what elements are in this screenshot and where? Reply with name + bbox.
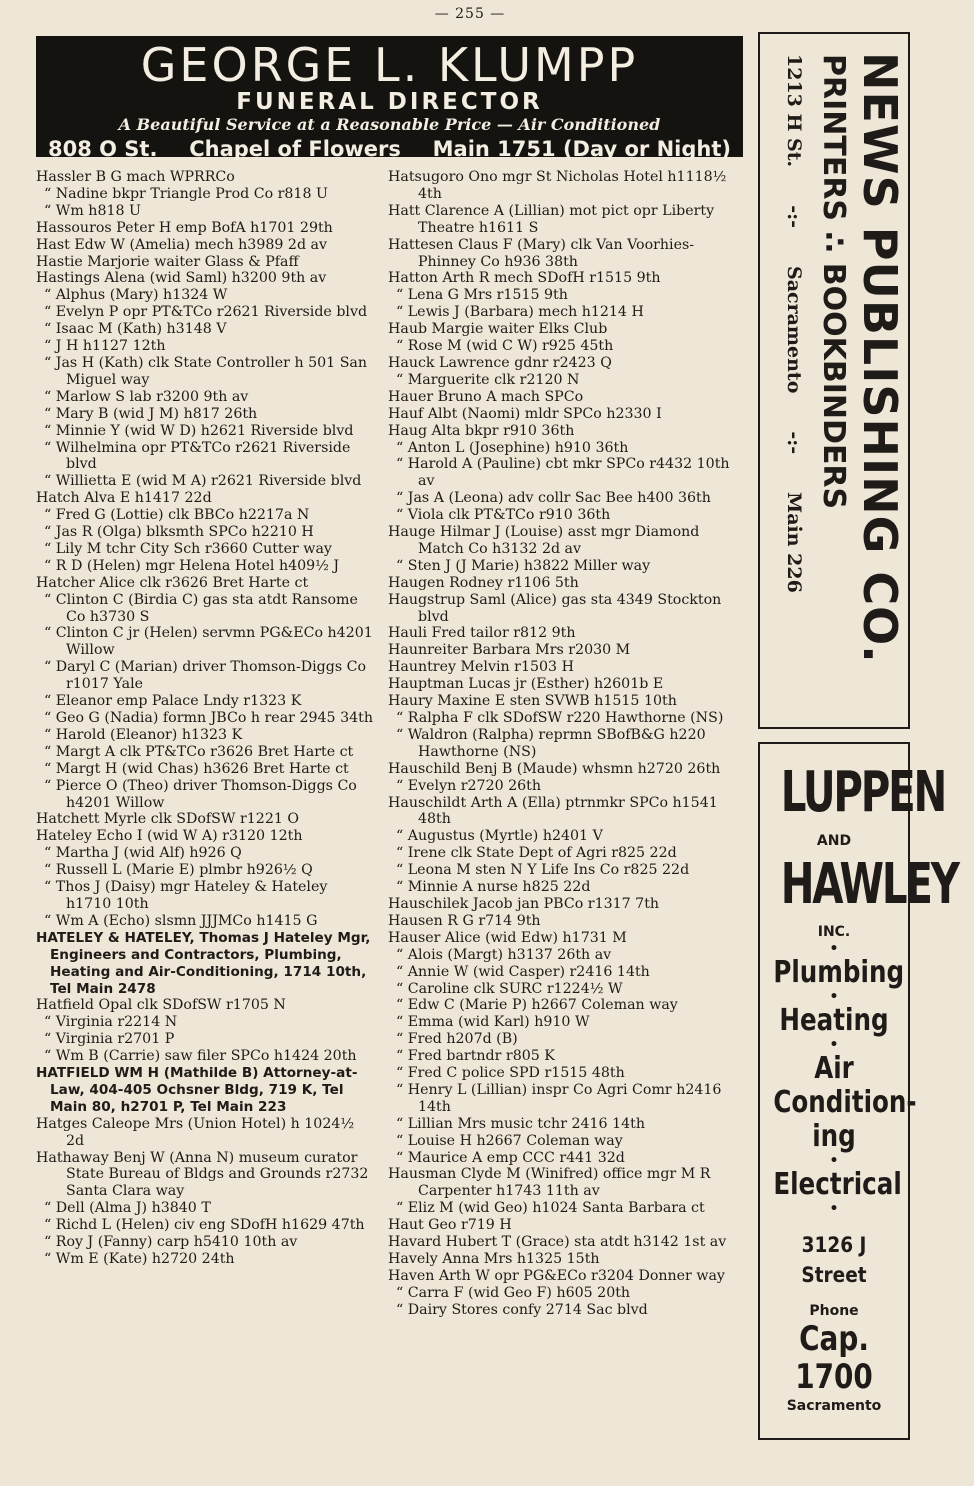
luppen-and: AND <box>816 833 852 849</box>
ad-address: 808 O St. <box>48 137 158 161</box>
directory-entry: “ Lily M tchr City Sch r3660 Cutter way <box>44 540 332 557</box>
directory-entry: Hauli Fred tailor r812 9th <box>388 625 576 642</box>
directory-entry: Hatges Caleope Mrs (Union Hotel) h 1024½ 2d <box>36 1115 355 1149</box>
directory-entry: “ Annie W (wid Casper) r2416 14th <box>396 963 650 980</box>
luppen-name-1: LUPPEN <box>780 760 946 825</box>
news-ad-separator: -:- <box>783 205 805 228</box>
luppen-service-electrical: Electrical <box>773 1167 902 1202</box>
directory-entry: “ Eliz M (wid Geo) h1024 Santa Barbara ct <box>396 1200 705 1217</box>
directory-entry: “ Dell (Alma J) h3840 T <box>44 1200 211 1217</box>
directory-entry: Hatcher Alice clk r3626 Bret Harte ct <box>36 574 309 591</box>
directory-entry: Hastings Alena (wid Saml) h3200 9th av <box>36 270 327 287</box>
directory-entry: “ Alois (Margt) h3137 26th av <box>396 946 612 963</box>
directory-entry: “ Alphus (Mary) h1324 W <box>44 287 228 304</box>
directory-entry: Haug Alta bkpr r910 36th <box>388 422 575 439</box>
directory-entry: “ Virginia r2701 P <box>44 1031 175 1048</box>
directory-entry: HATELEY & HATELEY, Thomas J Hateley Mgr, Engineers and Contractors, Plumbing, Heating and Air-Conditioning, 1714 10th, Tel Main 2478 <box>36 929 371 997</box>
directory-entry: “ Margt A clk PT&TCo r3626 Bret Harte ct <box>44 743 354 760</box>
directory-entry: “ Dairy Stores confy 2714 Sac blvd <box>396 1301 648 1318</box>
directory-entry: “ Carra F (wid Geo F) h605 20th <box>396 1284 631 1301</box>
directory-entry: “ Wm h818 U <box>44 202 141 219</box>
ad-business-name: GEORGE L. KLUMPP <box>140 38 639 92</box>
directory-entry: Hassouros Peter H emp BofA h1701 29th <box>36 219 333 236</box>
directory-entry: “ Thos J (Daisy) mgr Hateley & Hateley h1710 10th <box>44 879 328 912</box>
directory-entry: Haven Arth W opr PG&ECo r3204 Donner way <box>388 1267 725 1284</box>
luppen-phone-label: Phone <box>809 1303 859 1319</box>
directory-entry: “ Richd L (Helen) civ eng SDofH h1629 47th <box>44 1217 365 1234</box>
directory-entry: “ Jas H (Kath) clk State Controller h 501 San Miguel way <box>44 354 368 388</box>
directory-entry: “ Russell L (Marie E) plmbr h926½ Q <box>44 862 313 879</box>
directory-entry: “ Leona M sten N Y Life Ins Co r825 22d <box>396 862 690 879</box>
luppen-service-ing: ing <box>812 1119 856 1154</box>
ad-chapel: Chapel of Flowers <box>189 137 401 161</box>
directory-entry: Hatt Clarence A (Lillian) mot pict opr Liberty Theatre h1611 S <box>388 202 715 236</box>
bullet-dot-icon: • <box>829 1153 839 1169</box>
directory-entry: “ Geo G (Nadia) formn JBCo h rear 2945 34th <box>44 710 373 726</box>
directory-entry: “ Martha J (wid Alf) h926 Q <box>44 845 242 862</box>
news-publishing-ad <box>758 32 910 729</box>
directory-entry: “ Evelyn P opr PT&TCo r2621 Riverside blvd <box>44 304 368 321</box>
directory-entry: HATFIELD WM H (Mathilde B) Attorney-at-Law, 404-405 Ochsner Bldg, 719 K, Tel Main 80, h2701 P, Tel Main 223 <box>36 1065 358 1115</box>
directory-entry: Hatch Alva E h1417 22d <box>36 490 212 507</box>
directory-column-left <box>36 169 376 1268</box>
directory-entry: Hast Edw W (Amelia) mech h3989 2d av <box>36 236 328 253</box>
directory-entry: Havard Hubert T (Grace) sta atdt h3142 1st av <box>388 1234 727 1251</box>
news-ad-services: PRINTERS ∴ BOOKBINDERS <box>816 54 851 510</box>
directory-entry: Hauck Lawrence gdnr r2423 Q <box>388 354 612 371</box>
directory-entry: “ Sten J (J Marie) h3822 Miller way <box>396 557 651 574</box>
directory-entry: “ Jas R (Olga) blksmth SPCo h2210 H <box>44 524 314 541</box>
luppen-service-heating: Heating <box>779 1003 889 1038</box>
directory-entry: “ Wilhelmina opr PT&TCo r2621 Riverside blvd <box>44 439 351 473</box>
directory-entry: Hauser Alice (wid Edw) h1731 M <box>388 929 627 946</box>
luppen-name-2: HAWLEY <box>780 852 958 917</box>
directory-entry: “ Viola clk PT&TCo r910 36th <box>396 507 611 524</box>
directory-entry: “ J H h1127 12th <box>44 338 166 355</box>
directory-entry: “ Ralpha F clk SDofSW r220 Hawthorne (NS) <box>396 710 724 726</box>
directory-entry: Hatchett Myrle clk SDofSW r1221 O <box>36 811 300 828</box>
directory-entry: “ Minnie Y (wid W D) h2621 Riverside blvd <box>44 422 354 439</box>
ad-contact-line <box>36 136 743 162</box>
directory-entry: “ Clinton C (Birdia C) gas sta atdt Ransome Co h3730 S <box>44 591 358 625</box>
directory-entry: “ Maurice A emp CCC r441 32d <box>396 1149 625 1166</box>
directory-entry: “ Minnie A nurse h825 22d <box>396 879 591 896</box>
directory-entry: “ Harold A (Pauline) cbt mkr SPCo r4432 10th av <box>396 456 730 490</box>
directory-entry: “ Eleanor emp Palace Lndy r1323 K <box>44 693 302 710</box>
directory-entry: “ Marlow S lab r3200 9th av <box>44 388 249 405</box>
directory-entry: “ Augustus (Myrtle) h2401 V <box>396 828 603 845</box>
directory-entry: “ Edw C (Marie P) h2667 Coleman way <box>396 997 678 1014</box>
news-ad-rotated-content <box>760 34 908 724</box>
directory-entry: Haugstrup Saml (Alice) gas sta 4349 Stockton blvd <box>388 591 722 625</box>
directory-entry: “ Virginia r2214 N <box>44 1014 178 1031</box>
directory-entry: “ Pierce O (Theo) driver Thomson-Diggs Co h4201 Willow <box>44 777 357 811</box>
directory-entry: Hauptman Lucas jr (Esther) h2601b E <box>388 676 664 693</box>
directory-entry: Hassler B G mach WPRRCo <box>36 169 235 185</box>
directory-entry: “ Fred bartndr r805 K <box>396 1048 555 1065</box>
directory-entry: Havely Anna Mrs h1325 15th <box>388 1251 600 1267</box>
bullet-dot-icon: • <box>829 989 839 1005</box>
directory-entry: Hausen R G r714 9th <box>388 912 541 929</box>
bullet-dot-icon: • <box>829 941 839 957</box>
directory-entry: Hatsugoro Ono mgr St Nicholas Hotel h1118½ 4th <box>388 169 727 202</box>
directory-entry: Hauf Albt (Naomi) mldr SPCo h2330 I <box>388 405 662 422</box>
directory-entry: Hatton Arth R mech SDofH r1515 9th <box>388 270 661 287</box>
directory-entry: “ Nadine bkpr Triangle Prod Co r818 U <box>44 185 328 202</box>
directory-entry: “ Jas A (Leona) adv collr Sac Bee h400 36th <box>396 490 711 507</box>
directory-entry: Hausman Clyde M (Winifred) office mgr M R Carpenter h1743 11th av <box>388 1166 711 1200</box>
directory-entry: Haury Maxine E sten SVWB h1515 10th <box>388 693 677 710</box>
directory-entry: “ Willietta E (wid M A) r2621 Riverside blvd <box>44 473 362 490</box>
directory-entry: “ Wm A (Echo) slsmn JJJMCo h1415 G <box>44 912 318 929</box>
news-ad-address: 1213 H St. <box>783 54 805 168</box>
directory-entry: Hatfield Opal clk SDofSW r1705 N <box>36 997 286 1014</box>
directory-entry: “ Rose M (wid C W) r925 45th <box>396 338 614 355</box>
news-ad-details <box>774 34 814 724</box>
ad-slogan: A Beautiful Service at a Reasonable Price — Air Conditioned <box>118 115 661 134</box>
directory-entry: “ Henry L (Lillian) inspr Co Agri Comr h2416 14th <box>396 1081 722 1115</box>
directory-entry: Hauschilek Jacob jan PBCo r1317 7th <box>388 895 660 912</box>
directory-entry: Haunreiter Barbara Mrs r2030 M <box>388 642 631 659</box>
directory-entry: Haugen Rodney r1106 5th <box>388 574 579 591</box>
luppen-service-air: Air <box>814 1051 854 1086</box>
directory-entry: “ Mary B (wid J M) h817 26th <box>44 405 258 422</box>
directory-entry: “ Daryl C (Marian) driver Thomson-Diggs Co r1017 Yale <box>44 659 367 693</box>
luppen-address: 3126 J Street <box>801 1233 867 1287</box>
directory-entry: “ Lewis J (Barbara) mech h1214 H <box>396 304 644 321</box>
directory-column-middle <box>388 169 746 1319</box>
luppen-hawley-ad <box>758 742 958 1440</box>
directory-entry: Hauschildt Arth A (Ella) ptrnmkr SPCo h1541 48th <box>388 794 718 828</box>
page-number: — 255 — <box>434 6 506 22</box>
directory-entry: “ Roy J (Fanny) carp h5410 10th av <box>44 1234 298 1251</box>
luppen-city: Sacramento <box>786 1398 882 1414</box>
directory-entry: Hathaway Benj W (Anna N) museum curator State Bureau of Bldgs and Grounds r2732 Santa Clara way <box>36 1149 369 1200</box>
luppen-inc: INC. <box>817 924 851 940</box>
directory-entry: “ Emma (wid Karl) h910 W <box>396 1014 590 1031</box>
luppen-phone: Cap. 1700 <box>795 1319 873 1397</box>
directory-entry: Hauge Hilmar J (Louise) asst mgr Diamond Match Co h3132 2d av <box>388 524 700 557</box>
directory-entry: Hauschild Benj B (Maude) whsmn h2720 26th <box>388 760 721 777</box>
directory-entry: “ Fred G (Lottie) clk BBCo h2217a N <box>44 507 310 524</box>
directory-entry: “ Waldron (Ralpha) reprmn SBofB&G h220 Hawthorne (NS) <box>396 726 706 760</box>
directory-entry: “ Wm B (Carrie) saw filer SPCo h1424 20th <box>44 1048 357 1065</box>
directory-entry: “ Irene clk State Dept of Agri r825 22d <box>396 845 677 862</box>
directory-entry: “ Lena G Mrs r1515 9th <box>396 287 568 304</box>
directory-entry: “ Evelyn r2720 26th <box>396 777 542 794</box>
directory-entry: “ Margt H (wid Chas) h3626 Bret Harte ct <box>44 760 349 777</box>
directory-entry: “ Isaac M (Kath) h3148 V <box>44 321 227 338</box>
directory-entry: “ Fred h207d (B) <box>396 1031 518 1048</box>
directory-entry: Hauntrey Melvin r1503 H <box>388 659 574 676</box>
bullet-dot-icon: • <box>829 1201 839 1217</box>
luppen-service-plumbing: Plumbing <box>773 955 905 990</box>
luppen-service-condition: Condition- <box>773 1085 917 1120</box>
news-ad-separator-2: -:- <box>783 431 805 455</box>
directory-entry: Hateley Echo I (wid W A) r3120 12th <box>36 828 303 845</box>
directory-entry: “ Wm E (Kate) h2720 24th <box>44 1251 235 1267</box>
directory-entry: “ Harold (Eleanor) h1323 K <box>44 726 243 743</box>
directory-entry: Hastie Marjorie waiter Glass & Pfaff <box>36 253 299 270</box>
bullet-dot-icon: • <box>829 1037 839 1053</box>
directory-entry: “ Marguerite clk r2120 N <box>396 371 580 388</box>
directory-entry: “ Anton L (Josephine) h910 36th <box>396 439 629 456</box>
directory-entry: Hauer Bruno A mach SPCo <box>388 388 584 405</box>
directory-entry: “ Caroline clk SURC r1224½ W <box>396 980 623 997</box>
directory-entry: “ Clinton C jr (Helen) servmn PG&ECo h4201 Willow <box>44 625 373 659</box>
news-ad-city: Sacramento <box>783 265 805 394</box>
directory-entry: Haub Margie waiter Elks Club <box>388 321 608 338</box>
directory-entry: “ Fred C police SPD r1515 48th <box>396 1065 625 1082</box>
funeral-director-ad <box>36 36 743 161</box>
directory-entry: “ R D (Helen) mgr Helena Hotel h409½ J <box>44 557 340 574</box>
directory-entry: “ Louise H h2667 Coleman way <box>396 1132 623 1149</box>
directory-entry: “ Lillian Mrs music tchr 2416 14th <box>396 1115 645 1132</box>
ad-phone: Main 1751 (Day or Night) <box>432 137 731 161</box>
news-ad-name: NEWS PUBLISHING CO. <box>853 52 907 664</box>
directory-entry: Haut Geo r719 H <box>388 1217 512 1234</box>
ad-role: FUNERAL DIRECTOR <box>236 89 543 115</box>
directory-entry: Hattesen Claus F (Mary) clk Van Voorhies-Phinney Co h936 38th <box>388 236 695 270</box>
news-ad-phone: Main 226 <box>783 492 805 593</box>
